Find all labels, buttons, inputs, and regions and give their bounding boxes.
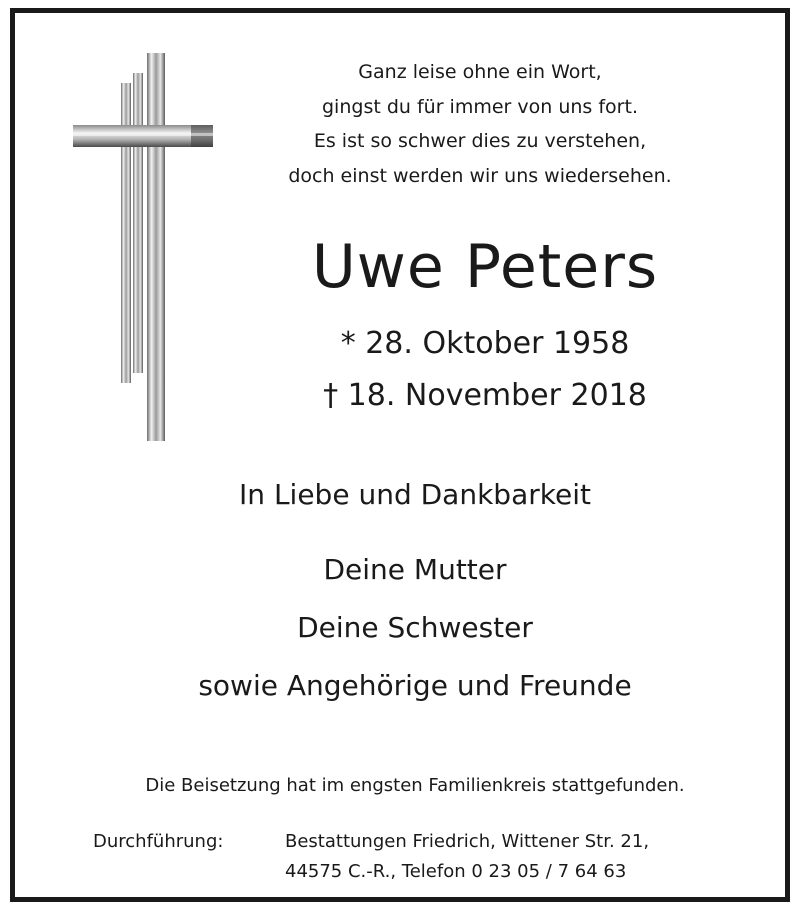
undertaker-line: Bestattungen Friedrich, Wittener Str. 21, <box>285 831 650 852</box>
mourner-line: sowie Angehörige und Freunde <box>198 669 632 702</box>
poem-line: gingst du für immer von uns fort. <box>322 95 638 118</box>
poem-line: Ganz leise ohne ein Wort, <box>358 61 602 83</box>
poem <box>245 55 715 193</box>
birth-date: * 28. Oktober 1958 <box>340 326 630 361</box>
cross-icon <box>73 53 233 453</box>
undertaker-address <box>285 827 649 887</box>
undertaker-line: 44575 C.-R., Telefon 0 23 05 / 7 64 63 <box>285 861 627 882</box>
death-date: † 18. November 2018 <box>323 378 647 413</box>
life-dates <box>250 318 720 422</box>
undertaker-label: Durchführung: <box>93 831 224 852</box>
burial-notice: Die Beisetzung hat im engsten Familienkreis stattgefunden. <box>145 775 685 796</box>
dedication: In Liebe und Dankbarkeit <box>239 478 591 511</box>
deceased-name: Uwe Peters <box>311 232 659 302</box>
mourners <box>115 541 715 715</box>
mourner-line: Deine Schwester <box>297 611 533 644</box>
obituary-frame <box>10 8 790 902</box>
poem-line: Es ist so schwer dies zu verstehen, <box>313 130 647 152</box>
poem-line: doch einst werden wir uns wiedersehen. <box>288 164 672 187</box>
mourner-line: Deine Mutter <box>323 553 507 586</box>
